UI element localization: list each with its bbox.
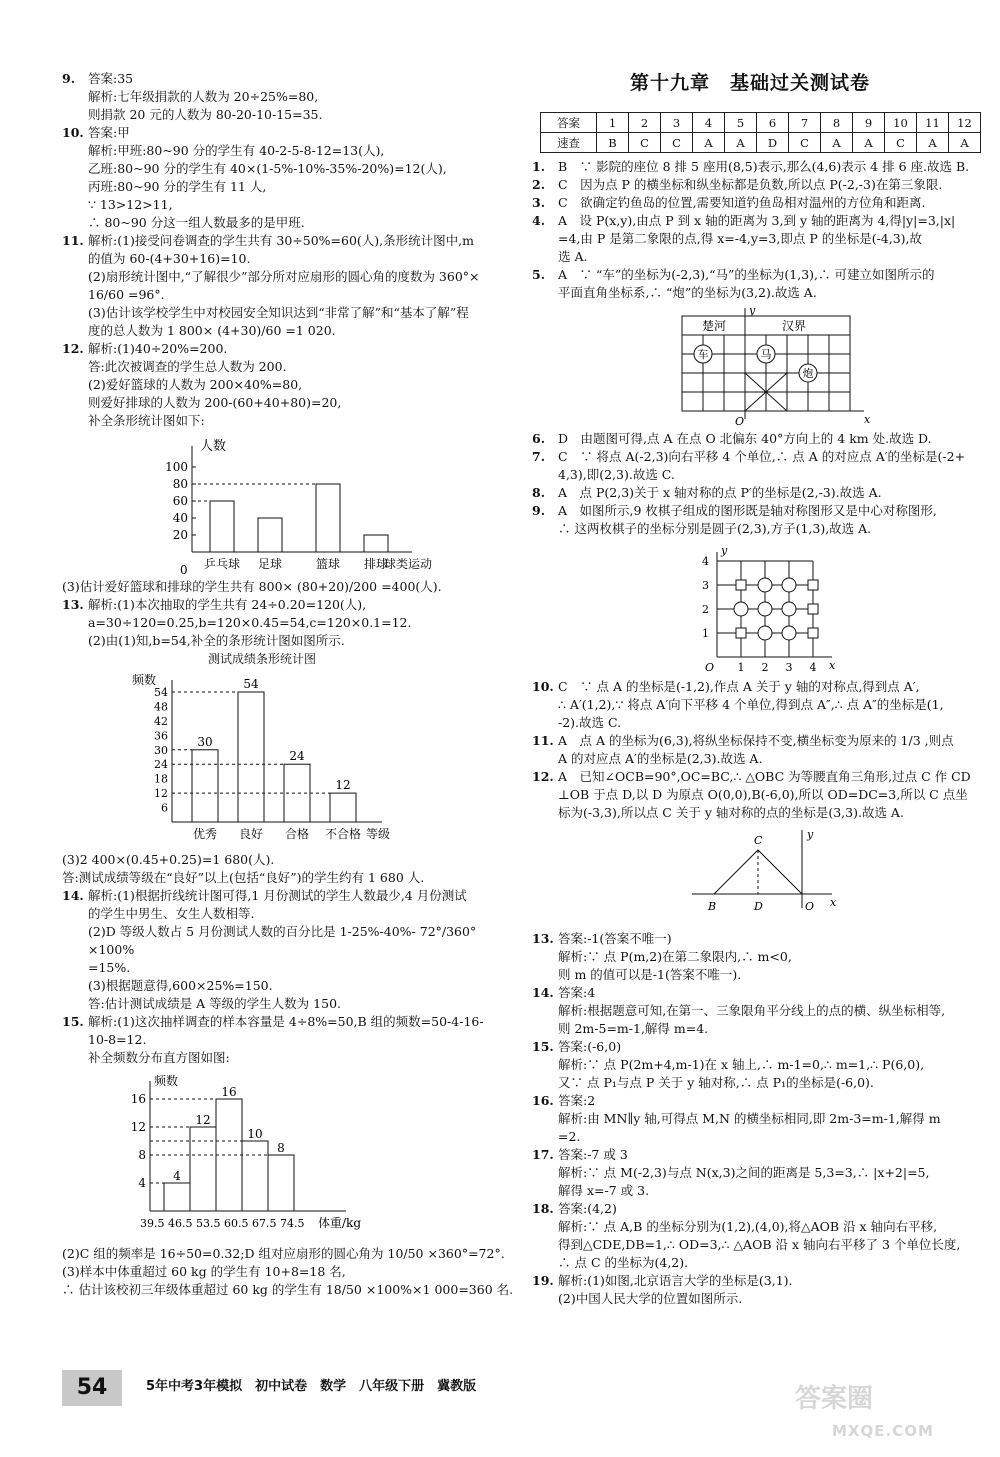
answer-table-answer: C (885, 133, 917, 153)
question-number: 9. (532, 503, 546, 518)
bar-value-label: 24 (289, 749, 305, 764)
question-number: 11. (532, 733, 554, 748)
answer-line: 12. 解析:(1)40÷20%=200. (62, 341, 228, 356)
answer-table-number: 11 (917, 113, 949, 133)
grid-x-tick: 1 (737, 661, 745, 674)
y-tick-label: 100 (165, 460, 188, 474)
y-tick-label: 8 (138, 1148, 146, 1162)
answer-line: 补全频数分布直方图如图: (88, 1050, 230, 1065)
answer-line: 18. 答案:(4,2) (532, 1201, 617, 1216)
x-axis-label: 球类运动 (383, 557, 433, 571)
question-number: 11. (62, 233, 84, 248)
answer-item (532, 984, 987, 1038)
answer-table-answer: C (629, 133, 661, 153)
answer-table-header-2: 速查 (541, 133, 597, 153)
answer-item (532, 430, 987, 448)
answer-line: 9. 答案:35 (62, 71, 134, 86)
bar (268, 1155, 294, 1211)
right-block-1 (532, 158, 987, 302)
y-tick-label: 12 (130, 1120, 146, 1134)
point-c-label: C (754, 834, 763, 847)
bar-value-label: 54 (243, 677, 259, 691)
y-tick-label: 54 (154, 686, 168, 699)
answer-line: ∴ 估计该校初三年级体重超过 60 kg 的学生有 18/50 ×100%×1 000=360 名. (62, 1282, 514, 1297)
square-piece (736, 580, 746, 590)
chart-test-scores (62, 672, 392, 847)
answer-line: 平面直角坐标系,∴ “炮”的坐标为(3,2).故选 A. (558, 285, 817, 300)
y-tick-label: 16 (130, 1092, 146, 1106)
answer-item (62, 1013, 517, 1067)
answer-line: 解析:∵ 点 M(-2,3)与点 N(x,3)之间的距离是 5,3=3,∴ |x+2|=5, (558, 1165, 930, 1180)
answer-line: (3)样本中体重超过 60 kg 的学生有 10+8=18 名, (62, 1264, 346, 1279)
grid-x-tick: 2 (761, 661, 769, 674)
bar-value-label: 12 (195, 1113, 211, 1127)
square-piece (808, 628, 818, 638)
grid-y-tick: 2 (702, 603, 709, 616)
answer-line: 则爱好排球的人数为 200-(60+40+80)=20, (88, 395, 342, 410)
answer-line: 解析:∵ 点 P(2m+4,m-1)在 x 轴上,∴ m-1=0,∴ m=1,∴ P(6,0), (558, 1057, 925, 1072)
question-number: 13. (62, 597, 84, 612)
bar-value-label: 10 (247, 1127, 263, 1141)
y-tick-label: 6 (161, 801, 168, 815)
answer-line: ∴ 点 C 的坐标为(4,2). (558, 1255, 689, 1270)
round-piece (782, 602, 796, 616)
answer-line: (3)根据题意得,600×25%=150. (88, 978, 273, 993)
round-piece (758, 626, 772, 640)
answer-table-number: 8 (821, 113, 853, 133)
answer-line: 解析:∵ 点 A,B 的坐标分别为(1,2),(4,0),将△AOB 沿 x 轴向右平移, (558, 1219, 938, 1234)
answer-table (540, 112, 981, 153)
y-axis-label: 人数 (200, 439, 227, 454)
grid-x-label: x (829, 659, 836, 672)
question-number: 2. (532, 177, 546, 192)
grid-y-tick: 4 (702, 555, 709, 568)
question-number: 6. (532, 431, 546, 446)
x-tick-label: 良好 (238, 827, 264, 841)
grid-origin-label: O (705, 661, 715, 674)
answer-line: 乙班:80~90 分的学生有 40×(1-5%-10%-35%-20%)=12(人), (88, 161, 447, 176)
answer-table-number: 7 (789, 113, 821, 133)
answer-item (62, 578, 517, 596)
question-number: 14. (532, 985, 554, 1000)
question-number: 13. (532, 931, 554, 946)
page-footer (62, 1370, 662, 1406)
answer-line: (2)由(1)知,b=54,补全的条形统计图如图所示. (88, 633, 345, 648)
answer-table-answer: A (853, 133, 885, 153)
x-tick-label: 足球 (257, 557, 283, 571)
y-tick-label: 48 (154, 700, 168, 714)
watermark-logo: 答案圈 (795, 1384, 874, 1414)
answer-table-number: 10 (885, 113, 917, 133)
answer-line: 解得 x=-7 或 3. (558, 1183, 650, 1198)
chart-ball-sports (62, 434, 433, 577)
bar (242, 1141, 268, 1211)
question-number: 19. (532, 1273, 554, 1288)
answer-table-answer: A (725, 133, 757, 153)
x-tick-label: 优秀 (192, 827, 218, 841)
answer-item (532, 158, 987, 176)
answer-line: (2)D 等级人数占 5 月份测试人数的百分比是 1-25%-40%- 72°/360° ×100% (88, 924, 481, 957)
bar-value-label: 8 (277, 1141, 285, 1155)
answer-item (532, 212, 987, 266)
question-number: 5. (532, 267, 546, 282)
grid-x-tick: 3 (785, 661, 793, 674)
answer-line: 14. 答案:4 (532, 985, 596, 1000)
question-number: 4. (532, 213, 546, 228)
answer-table-number: 6 (757, 113, 789, 133)
answer-line: 又∵ 点 P₁与点 P 关于 y 轴对称,∴ 点 P₁的坐标是(-6,0). (558, 1075, 874, 1090)
y-tick-label: 24 (154, 758, 168, 772)
question-number: 8. (532, 485, 546, 500)
answer-line: 丙班:80~90 分的学生有 11 人, (88, 179, 267, 194)
answer-item (532, 1272, 987, 1308)
answer-line: 14. 解析:(1)根据折线统计图可得,1 月份测试的学生人数最少,4 月份测试 (62, 888, 467, 903)
board-origin-label: O (735, 415, 745, 428)
answer-line: (2)C 组的频率是 16÷50=0.32;D 组对应扇形的圆心角为 10/50 ×360°=72°. (62, 1246, 505, 1261)
answer-line: 13. 解析:(1)本次抽取的学生共有 24÷0.20=120(人), (62, 597, 367, 612)
x-tick-labels: 39.5 46.5 53.5 60.5 67.5 74.5 (140, 1217, 305, 1230)
answer-line: 解析:根据题意可知,在第一、三象限角平分线上的点的横、纵坐标相等, (558, 1003, 946, 1018)
origin-label: 0 (180, 563, 188, 577)
bar (238, 692, 264, 822)
y-tick-label: 20 (172, 528, 188, 542)
answer-line: 答:测试成绩等级在“良好”以上(包括“良好”)的学生约有 1 680 人. (62, 870, 425, 885)
x-tick-label: 篮球 (315, 557, 341, 571)
answer-table-number: 2 (629, 113, 661, 133)
answer-line: ∴ A′(1,2),∵ 将点 A′向下平移 4 个单位,得到点 A″,∴ 点 A″的坐标是(1, (558, 697, 944, 712)
x-axis-label: 体重/kg (318, 1216, 361, 1230)
x-tick-label: 不合格 (324, 827, 362, 841)
answer-line: 4. A 设 P(x,y),由点 P 到 x 轴的距离为 3,到 y 轴的距离为 4,得|y|=3,|x| (532, 213, 956, 228)
answer-line: =4,由 P 是第二象限的点,得 x=-4,y=3,即点 P 的坐标是(-4,3),故 (558, 231, 923, 246)
y-tick-label: 40 (172, 511, 188, 525)
chess-piece-label: 炮 (802, 367, 814, 380)
answer-table-answer: A (693, 133, 725, 153)
question-number: 3. (532, 195, 546, 210)
answer-line: 7. C ∵ 将点 A(-2,3)向右平移 4 个单位,∴ 点 A 的对应点 A′的坐标是(-2+ (532, 449, 966, 464)
answer-line: 9. A 如图所示,9 枚棋子组成的图形既是轴对称图形又是中心对称图形, (532, 503, 937, 518)
answer-line: 解析:∵ 点 P(m,2)在第二象限内,∴ m<0, (558, 949, 792, 964)
answer-item (532, 768, 987, 822)
answer-table-answer: A (949, 133, 981, 153)
answer-item (532, 1092, 987, 1146)
right-block-2 (532, 430, 987, 538)
square-piece (736, 628, 746, 638)
answer-line: -2).故选 C. (558, 715, 622, 730)
tri-y-label: y (807, 828, 814, 841)
answer-line: (2)爱好篮球的人数为 200×40%=80, (88, 377, 303, 392)
answer-line: =2. (558, 1129, 581, 1144)
point-b-label: B (708, 900, 717, 913)
answer-item (532, 484, 987, 502)
answer-line: 的学生中男生、女生人数相等. (88, 906, 255, 921)
square-piece (808, 580, 818, 590)
board-x-label: x (864, 413, 871, 426)
answer-line: 补全条形统计图如下: (88, 413, 205, 428)
square-piece (808, 604, 818, 614)
bar (210, 501, 234, 552)
y-tick-label: 80 (172, 477, 188, 491)
answer-line: =15%. (88, 960, 131, 975)
question-number: 10. (62, 125, 84, 140)
page-number: 54 (62, 1370, 122, 1406)
x-tick-label: 乒乓球 (203, 557, 241, 571)
answer-line: 5. A ∵ “车”的坐标为(-2,3),“马”的坐标为(1,3),∴ 可建立如图所示的 (532, 267, 935, 282)
bar-value-label: 12 (335, 778, 351, 793)
answer-line: 19. 解析:(1)如图,北京语言大学的坐标是(3,1). (532, 1273, 793, 1288)
question-number: 17. (532, 1147, 554, 1162)
answer-line: 选 A. (558, 249, 588, 264)
answer-table-number: 9 (853, 113, 885, 133)
round-piece (758, 602, 772, 616)
grid-y-label: y (721, 544, 728, 557)
answer-line: (2)扇形统计图中,“了解很少”部分所对应扇形的圆心角的度数为 360°× (88, 269, 480, 284)
answer-table-number: 3 (661, 113, 693, 133)
answer-item (62, 124, 517, 232)
answer-table-number: 1 (597, 113, 629, 133)
answer-item (62, 851, 517, 887)
bar (164, 1183, 190, 1211)
board-y-label: y (749, 304, 756, 317)
answer-line: (3)2 400×(0.45+0.25)=1 680(人). (62, 852, 275, 867)
answer-line: 16. 答案:2 (532, 1093, 596, 1108)
bar (258, 518, 282, 552)
answer-line: 12. A 已知∠OCB=90°,OC=BC,∴ △OBC 为等腰直角三角形,过点 C 作 CD (532, 769, 971, 784)
answer-line: 2. C 因为点 P 的横坐标和纵坐标都是负数,所以点 P(-2,-3)在第三象限. (532, 177, 943, 192)
answer-line: (3)估计该学校学生中对校园安全知识达到“非常了解”和“基本了解”程 (88, 305, 469, 320)
round-piece (734, 602, 748, 616)
answer-line: 10-8=12. (88, 1032, 147, 1047)
answer-table-number: 5 (725, 113, 757, 133)
triangle-figure (532, 826, 987, 926)
answer-table-answer: C (661, 133, 693, 153)
question-number: 7. (532, 449, 546, 464)
answer-table-answer: A (821, 133, 853, 153)
answer-table-number: 4 (693, 113, 725, 133)
answer-line: 则捐款 20 元的人数为 80-20-10-15=35. (88, 107, 323, 122)
y-tick-label: 4 (138, 1176, 146, 1190)
answer-line: A 的对应点 A′的坐标是(2,3).故选 A. (558, 751, 763, 766)
answer-item (532, 176, 987, 194)
left-block-4 (62, 1245, 517, 1299)
answer-item (532, 448, 987, 484)
answer-line: 标为(-3,3),所以点 C 关于 y 轴对称的点的坐标是(3,3).故选 A. (558, 805, 904, 820)
answer-line: 答:此次被调查的学生总人数为 200. (88, 359, 287, 374)
answer-table-answer: D (757, 133, 789, 153)
question-number: 10. (532, 679, 554, 694)
answer-table-answer: B (597, 133, 629, 153)
left-block-1 (62, 70, 517, 430)
answer-item (532, 732, 987, 768)
river-text: 汉界 (782, 319, 807, 333)
answer-line: 10. 答案:甲 (62, 125, 130, 140)
question-number: 14. (62, 888, 84, 903)
answer-item (532, 1038, 987, 1092)
question-number: 16. (532, 1093, 554, 1108)
chess-piece-label: 车 (697, 348, 709, 361)
chess-grid-figure (532, 542, 987, 674)
y-tick-label: 18 (154, 772, 168, 786)
answer-item (62, 340, 517, 430)
right-block-3 (532, 678, 987, 822)
x-axis-label: 等级 (365, 827, 391, 841)
answer-item (532, 1146, 987, 1200)
question-number: 1. (532, 159, 546, 174)
grid-y-tick: 1 (702, 627, 709, 640)
answer-item (532, 678, 987, 732)
answer-table-answer: C (789, 133, 821, 153)
chapter-title: 第十九章 基础过关测试卷 (630, 72, 871, 94)
answer-line: ∴ 80~90 分这一组人数最多的是甲班. (88, 215, 305, 230)
answer-item (532, 194, 987, 212)
answer-line: 则 2m-5=m-1,解得 m=4. (558, 1021, 709, 1036)
answer-item (62, 232, 517, 340)
bar (330, 793, 356, 822)
grid-y-tick: 3 (702, 579, 709, 592)
y-axis-label: 频数 (154, 1074, 179, 1088)
answer-item (62, 70, 517, 124)
answer-line: 11. A 点 A 的坐标为(6,3),将纵坐标保持不变,横坐标变为原来的 1/3 ,则点 (532, 733, 954, 748)
answer-line: 15. 解析:(1)这次抽样调查的样本容量是 4÷8%=50,B 组的频数=50-4-16- (62, 1014, 484, 1029)
answer-table-number: 12 (949, 113, 981, 133)
answer-line: ∴ 这两枚棋子的坐标分别是圆子(2,3),方子(1,3),故选 A. (558, 521, 872, 536)
bar-value-label: 4 (173, 1169, 181, 1183)
answer-item (532, 930, 987, 984)
chess-board-figure (532, 306, 987, 426)
answer-line: 的值为 60-(4+30+16)=10. (88, 251, 251, 266)
answer-line: 17. 答案:-7 或 3 (532, 1147, 628, 1162)
y-tick-label: 60 (172, 494, 188, 508)
round-piece (782, 626, 796, 640)
question-number: 18. (532, 1201, 554, 1216)
x-tick-label: 合格 (284, 827, 310, 841)
question-number: 12. (532, 769, 554, 784)
answer-line: (2)中国人民大学的位置如图所示. (558, 1291, 743, 1306)
right-column (532, 158, 987, 1308)
round-piece (758, 578, 772, 592)
answer-item (532, 502, 987, 538)
answer-line: 16/60 =96°. (88, 287, 165, 302)
answer-line: 答:估计测试成绩是 A 等级的学生人数为 150. (88, 996, 341, 1011)
answer-line: 13. 答案:-1(答案不唯一) (532, 931, 672, 946)
y-tick-label: 12 (154, 787, 168, 801)
answer-line: 解析:由 MN∥y 轴,可得点 M,N 的横坐标相同,即 2m-3=m-1,解得 m (558, 1111, 941, 1126)
chart-weight-histogram (62, 1071, 362, 1241)
chess-piece-label: 马 (760, 348, 772, 361)
answer-table-header-1: 答案 (541, 113, 597, 133)
left-block-2 (62, 578, 517, 650)
answer-line: ⊥OB 于点 D,以 D 为原点 O(0,0),B(-6,0),所以 OD=DC=3,所以 C 点坐 (558, 787, 968, 802)
bar (316, 484, 340, 552)
question-number: 15. (62, 1014, 84, 1029)
question-number: 15. (532, 1039, 554, 1054)
answer-line: a=30÷120=0.25,b=120×0.45=54,c=120×0.1=12. (88, 615, 412, 630)
left-block-3 (62, 851, 517, 1067)
answer-line: ∵ 13>12>11, (88, 197, 173, 212)
grid-x-tick: 4 (809, 661, 817, 674)
answer-line: 1. B ∵ 影院的座位 8 排 5 座用(8,5)表示,那么(4,6)表示 4 排 6 座.故选 B. (532, 159, 970, 174)
bar-value-label: 30 (197, 734, 213, 749)
x-tick-label: 排球 (363, 557, 389, 571)
round-piece (782, 578, 796, 592)
answer-line: 得到△CDE,DB=1,∴ OD=3,∴ △AOB 沿 x 轴向右平移了 3 个单位长度, (558, 1237, 961, 1252)
answer-line: 8. A 点 P(2,3)关于 x 轴对称的点 P′的坐标是(2,-3).故选 A. (532, 485, 882, 500)
answer-line: 6. D 由题图可得,点 A 在点 O 北偏东 40°方向上的 4 km 处.故选 D. (532, 431, 932, 446)
question-number: 12. (62, 341, 84, 356)
answer-item (62, 1245, 517, 1299)
answer-item (62, 596, 517, 650)
answer-line: 解析:甲班:80~90 分的学生有 40-2-5-8-12=13(人), (88, 143, 385, 158)
book-title: 5年中考3年模拟 初中试卷 数学 八年级下册 冀教版 (146, 1379, 477, 1394)
bar (190, 1127, 216, 1211)
question-number: 9. (62, 71, 76, 86)
answer-line: 15. 答案:(-6,0) (532, 1039, 622, 1054)
left-column (62, 70, 517, 1299)
bar (192, 750, 218, 822)
river-text: 楚河 (702, 319, 727, 333)
bar-value-label: 16 (221, 1085, 237, 1099)
answer-line: 10. C ∵ 点 A 的坐标是(-1,2),作点 A 关于 y 轴的对称点,得到点 A′, (532, 679, 920, 694)
chart2-title: 测试成绩条形统计图 (207, 652, 316, 666)
answer-table-answer: A (917, 133, 949, 153)
point-o-label: O (805, 900, 815, 913)
right-block-4 (532, 930, 987, 1308)
answer-item (532, 1200, 987, 1272)
bar (364, 535, 388, 552)
answer-line: 11. 解析:(1)接受问卷调查的学生共有 30÷50%=60(人),条形统计图中,m (62, 233, 474, 248)
tri-x-label: x (830, 896, 837, 909)
y-axis-label: 频数 (132, 673, 157, 687)
answer-line: 3. C 欲确定钓鱼岛的位置,需要知道钓鱼岛相对温州的方位角和距离. (532, 195, 926, 210)
answer-line: 4,3),即(2,3).故选 C. (558, 467, 675, 482)
watermark-url: MXQE.COM (832, 1422, 934, 1440)
answer-line: (3)估计爱好篮球和排球的学生共有 800× (80+20)/200 =400(人). (62, 579, 442, 594)
y-tick-label: 36 (154, 729, 168, 743)
answer-line: 度的总人数为 1 800× (4+30)/60 =1 020. (88, 323, 336, 338)
answer-line: 则 m 的值可以是-1(答案不唯一). (558, 967, 742, 982)
point-d-label: D (754, 900, 763, 913)
y-tick-label: 42 (154, 714, 168, 728)
answer-line: 解析:七年级捐款的人数为 20÷25%=80, (88, 89, 319, 104)
answer-item (62, 887, 517, 1013)
y-tick-label: 30 (154, 743, 168, 757)
answer-item (532, 266, 987, 302)
